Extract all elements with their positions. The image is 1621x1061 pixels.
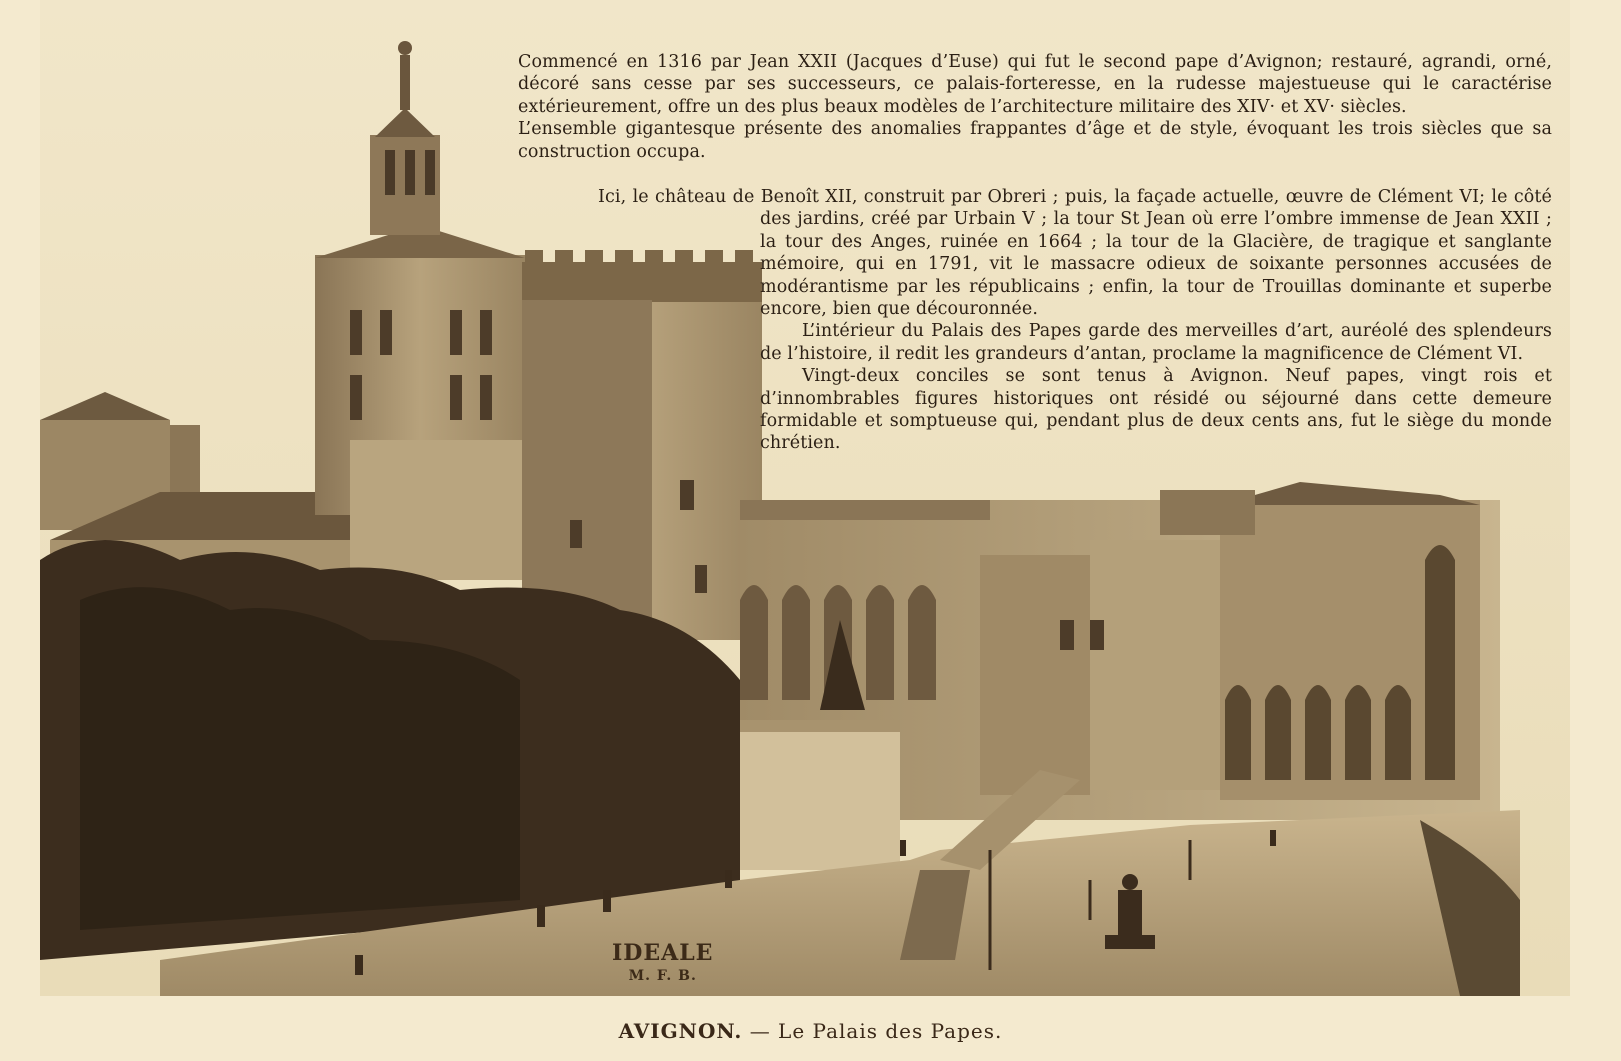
caption-title: — Le Palais des Papes.: [749, 1019, 1003, 1043]
main-tower: [522, 250, 762, 640]
postcard-caption: [0, 1019, 1621, 1043]
paragraph-2: L’ensemble gigantesque présente des anomalies frappantes d’âge et de style, évoquant les trois siècles que sa construction occupa.: [518, 119, 1552, 162]
paragraph-3: Ici, le château de Benoît XII, construit par Obreri ; puis, la façade actuelle, œuvre de Clément VI; le côté des jardins, créé par Urbain V ; la tour St Jean où erre l’ombre immense de Jean XXII ; la tour des Anges, ruinée en 1664 ; la tour de la Glacière, de tragique et sanglante mémoire, qui en 1791, vit le massacre odieux de soixante personnes accusées de modérantisme par les républicains ; enfin, la tour de Trouillas dominante et superbe encore, bien que découronnée.: [598, 187, 1552, 320]
paragraph-5: Vingt-deux conciles se sont tenus à Avignon. Neuf papes, vingt rois et d’innombrables figures historiques ont résidé ou séjourné dans cette demeure formidable et somptueuse qui, pendant plus de deux cents ans, fut le siège du monde chrétien.: [760, 366, 1552, 454]
description-text-top: [518, 51, 1552, 163]
publisher-initials: M. F. B.: [628, 968, 697, 984]
description-text-bottom: [598, 186, 1552, 455]
publisher-brand: IDEALE: [612, 940, 714, 966]
publisher-mark: [612, 940, 713, 984]
caption-city: AVIGNON.: [618, 1019, 743, 1043]
paragraph-4: L’intérieur du Palais des Papes garde des merveilles d’art, auréolé des splendeurs de l’histoire, il redit les grandeurs d’antan, proclame la magnificence de Clément VI.: [760, 321, 1552, 364]
paragraph-1: Commencé en 1316 par Jean XXII (Jacques d’Euse) qui fut le second pape d’Avignon; restauré, agrandi, orné, décoré sans cesse par ses successeurs, ce palais-forteresse, en la rudesse majestueuse qui le caractérise extérieurement, offre un des plus beaux modèles de l’architecture militaire des XIV· et XV· siècles.: [518, 52, 1552, 117]
